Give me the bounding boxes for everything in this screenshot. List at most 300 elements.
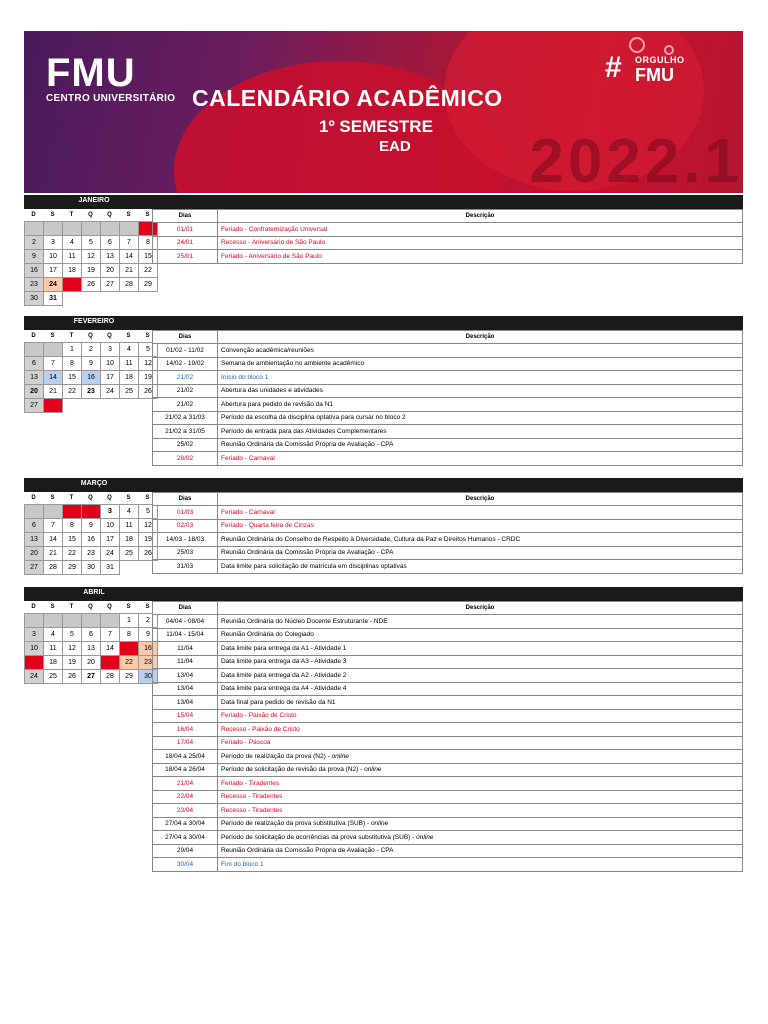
calendar-day xyxy=(119,221,139,236)
calendar-day: 28 xyxy=(100,669,120,684)
event-mode: online xyxy=(370,820,389,828)
calendar-day: 11 xyxy=(119,518,139,533)
logo-subtitle: CENTRO UNIVERSITÁRIO xyxy=(46,93,176,104)
events-table xyxy=(152,492,743,574)
weekday-label: D xyxy=(31,604,36,610)
event-date: 14/02 - 19/02 xyxy=(153,357,218,371)
weekday-label: S xyxy=(50,495,55,501)
calendar-day: 12 xyxy=(138,356,158,371)
table-row xyxy=(153,723,743,737)
calendar-day: 6 xyxy=(100,235,120,250)
event-date: 23/04 xyxy=(153,804,218,818)
calendar-day: 3 xyxy=(24,627,44,642)
calendar-day: 7 xyxy=(43,518,63,533)
month-header-bar xyxy=(24,316,743,330)
calendar-day: 25 xyxy=(43,669,63,684)
table-row xyxy=(153,804,743,818)
event-description xyxy=(218,804,743,818)
event-description-text: Início do bloco 1 xyxy=(221,373,269,381)
calendar-day: 25 xyxy=(62,277,82,292)
event-description xyxy=(218,682,743,696)
col-header-dias: Dias xyxy=(153,602,218,615)
calendar-day: 29 xyxy=(119,669,139,684)
table-row xyxy=(153,398,743,412)
weekday-label: S xyxy=(50,333,55,339)
event-mode: online xyxy=(416,833,434,841)
table-row xyxy=(153,250,743,264)
event-description xyxy=(218,817,743,831)
calendar-day: 14 xyxy=(119,249,139,264)
calendar-day: 29 xyxy=(62,560,82,575)
event-description-text: Período de solicitação de revisão da prova (N2) - xyxy=(221,766,365,774)
calendar-day xyxy=(24,613,44,628)
event-description-text: Feriado - Tiradentes xyxy=(221,779,280,787)
calendar-day: 7 xyxy=(43,356,63,371)
weekday-label: Q xyxy=(88,604,93,610)
table-row xyxy=(153,533,743,547)
calendar-day: 9 xyxy=(81,518,101,533)
table-row xyxy=(153,371,743,385)
calendar-day: 22 xyxy=(138,263,158,278)
calendar-day: 7 xyxy=(100,627,120,642)
event-description xyxy=(218,533,743,547)
calendar-day: 1 xyxy=(62,504,82,519)
event-description xyxy=(218,696,743,710)
calendar-day: 20 xyxy=(24,546,44,561)
event-description-text: Reunião Ordinária do Colegiado xyxy=(221,631,314,639)
event-date: 21/02 xyxy=(153,398,218,412)
calendar-day xyxy=(43,504,63,519)
table-row xyxy=(153,682,743,696)
event-description-text: Reunião Ordinária do Núcleo Docente Estruturante - NDE xyxy=(221,617,388,625)
calendar-day: 30 xyxy=(138,669,158,684)
calendar-day: 19 xyxy=(138,370,158,385)
weekday-label: S xyxy=(126,212,131,218)
event-description-text: Data final para pedido de revisão da N1 xyxy=(221,698,336,706)
calendar-day: 6 xyxy=(24,518,44,533)
event-date: 11/04 - 15/04 xyxy=(153,628,218,642)
calendar-day: 17 xyxy=(100,532,120,547)
calendar-day: 6 xyxy=(24,356,44,371)
calendar-day: 22 xyxy=(62,546,82,561)
table-row xyxy=(153,506,743,520)
event-date: 25/03 xyxy=(153,546,218,560)
table-row xyxy=(153,790,743,804)
calendar-day: 18 xyxy=(43,655,63,670)
calendar-day: 25 xyxy=(119,546,139,561)
calendar-day: 2 xyxy=(81,504,101,519)
event-description-text: Reunião Ordinária da Comissão Própria de Avaliação - CPA xyxy=(221,441,394,449)
table-row xyxy=(153,709,743,723)
calendar-day xyxy=(62,221,82,236)
calendar-day: 4 xyxy=(119,504,139,519)
event-mode: online xyxy=(331,752,349,760)
calendar-day: 13 xyxy=(24,370,44,385)
calendar-day: 3 xyxy=(43,235,63,250)
event-description-text: Convenção acadêmica/reuniões xyxy=(221,346,314,354)
calendar-day: 21 xyxy=(43,546,63,561)
event-date: 01/02 - 11/02 xyxy=(153,344,218,358)
table-row xyxy=(153,357,743,371)
month-calendar xyxy=(24,601,157,683)
table-row xyxy=(153,519,743,533)
calendar-day: 17 xyxy=(100,370,120,385)
event-description xyxy=(218,858,743,872)
event-description-text: Reunião Ordinária do Conselho de Respeito à Diversidade, Cultura da Paz e Direitos Humanos - CRDC xyxy=(221,535,521,543)
calendar-day xyxy=(24,221,44,236)
col-header-dias: Dias xyxy=(153,210,218,223)
year-watermark: 2022.1 xyxy=(529,127,743,193)
page-title: CALENDÁRIO ACADÊMICO xyxy=(192,85,503,111)
calendar-day xyxy=(43,613,63,628)
event-description xyxy=(218,398,743,412)
event-date: 29/04 xyxy=(153,844,218,858)
calendar-day: 23 xyxy=(24,277,44,292)
weekday-label: S xyxy=(126,495,131,501)
event-description xyxy=(218,723,743,737)
month-section xyxy=(24,478,743,573)
event-description-text: Período de realização da prova (N2) - xyxy=(221,752,332,760)
calendar-day: 5 xyxy=(62,627,82,642)
month-name: MARÇO xyxy=(80,480,108,487)
calendar-day xyxy=(43,221,63,236)
calendar-day: 28 xyxy=(119,277,139,292)
month-header-bar xyxy=(24,587,743,601)
calendar-day xyxy=(100,613,120,628)
calendar-day: 19 xyxy=(81,263,101,278)
calendar-day: 15 xyxy=(119,641,139,656)
event-date: 21/02 a 31/05 xyxy=(153,425,218,439)
month-calendar xyxy=(24,209,157,305)
calendar-day: 9 xyxy=(24,249,44,264)
calendar-day: 9 xyxy=(81,356,101,371)
event-description-text: Data limite para entrega da A3 - Atividade 3 xyxy=(221,658,347,666)
calendar-day: 27 xyxy=(100,277,120,292)
hash-icon: # xyxy=(605,51,622,84)
event-date: 11/04 xyxy=(153,642,218,656)
calendar-day: 26 xyxy=(138,546,158,561)
event-description-text: Data limite para entrega da A4 - Atividade 4 xyxy=(221,685,347,693)
weekday-label: Q xyxy=(88,495,93,501)
event-date: 30/04 xyxy=(153,858,218,872)
calendar-day: 24 xyxy=(100,384,120,399)
month-name: FEVEREIRO xyxy=(73,318,115,325)
month-calendar xyxy=(24,492,157,574)
event-description xyxy=(218,344,743,358)
calendar-day: 12 xyxy=(138,518,158,533)
event-description xyxy=(218,750,743,764)
event-date: 21/02 xyxy=(153,384,218,398)
month-section xyxy=(24,587,743,871)
calendar-day: 15 xyxy=(62,532,82,547)
event-description xyxy=(218,790,743,804)
weekday-label: Q xyxy=(107,212,112,218)
events-table xyxy=(152,601,743,872)
calendar-day: 10 xyxy=(100,518,120,533)
calendar-day: 21 xyxy=(119,263,139,278)
table-row xyxy=(153,777,743,791)
table-row xyxy=(153,736,743,750)
event-description xyxy=(218,452,743,466)
table-row xyxy=(153,344,743,358)
weekday-label: S xyxy=(126,333,131,339)
col-header-descricao: Descrição xyxy=(218,210,743,223)
table-row xyxy=(153,844,743,858)
event-description xyxy=(218,438,743,452)
table-row xyxy=(153,655,743,669)
decor-circle-icon xyxy=(629,37,645,53)
event-date: 24/01 xyxy=(153,236,218,250)
event-description-text: Semana de ambientação no ambiente acadêmico xyxy=(221,360,365,368)
weekday-label: S xyxy=(145,333,150,339)
semester-label: 1º SEMESTRE xyxy=(319,117,433,136)
table-row xyxy=(153,817,743,831)
event-description xyxy=(218,371,743,385)
weekday-label: D xyxy=(31,495,36,501)
event-date: 16/04 xyxy=(153,723,218,737)
event-description-text: Feriado - Páscoa xyxy=(221,739,271,747)
header-banner xyxy=(24,31,743,193)
event-date: 18/04 a 26/04 xyxy=(153,763,218,777)
month-section xyxy=(24,316,743,465)
table-row xyxy=(153,750,743,764)
event-description xyxy=(218,669,743,683)
calendar-day: 17 xyxy=(43,263,63,278)
table-row xyxy=(153,546,743,560)
event-description xyxy=(218,384,743,398)
calendar-day: 3 xyxy=(100,504,120,519)
event-date: 15/04 xyxy=(153,709,218,723)
table-row xyxy=(153,628,743,642)
event-description xyxy=(218,411,743,425)
event-description-text: Recesso - Paixão de Cristo xyxy=(221,725,300,733)
table-row xyxy=(153,223,743,237)
calendar-day: 8 xyxy=(62,518,82,533)
calendar-day: 26 xyxy=(81,277,101,292)
calendar-day: 1 xyxy=(62,342,82,357)
orgulho-fmu-tag xyxy=(605,53,715,93)
month-header-bar xyxy=(24,195,743,209)
event-date: 22/04 xyxy=(153,790,218,804)
event-description-text: Abertura das unidades e atividades xyxy=(221,387,323,395)
event-date: 13/04 xyxy=(153,682,218,696)
weekday-label: S xyxy=(145,495,150,501)
calendar-day: 30 xyxy=(81,560,101,575)
event-description-text: Feriado - Aniversário de São Paulo xyxy=(221,252,322,260)
calendar-day: 11 xyxy=(119,356,139,371)
calendar-day: 24 xyxy=(100,546,120,561)
calendar-day xyxy=(24,504,44,519)
event-description xyxy=(218,777,743,791)
event-date: 31/03 xyxy=(153,560,218,574)
calendar-day: 18 xyxy=(119,532,139,547)
calendar-day: 29 xyxy=(138,277,158,292)
weekday-label: Q xyxy=(88,212,93,218)
calendar-day: 8 xyxy=(119,627,139,642)
event-description xyxy=(218,615,743,629)
calendar-day: 31 xyxy=(43,291,63,306)
col-header-dias: Dias xyxy=(153,493,218,506)
calendar-day: 14 xyxy=(100,641,120,656)
event-date: 21/02 xyxy=(153,371,218,385)
tag-orgulho: ORGULHO xyxy=(635,55,685,65)
event-description-text: Recesso - Aniversário de São Paulo xyxy=(221,239,326,247)
event-description xyxy=(218,628,743,642)
event-description xyxy=(218,425,743,439)
weekday-label: S xyxy=(145,212,150,218)
calendar-day: 15 xyxy=(62,370,82,385)
calendar-day: 16 xyxy=(138,641,158,656)
calendar-day: 14 xyxy=(43,532,63,547)
event-description-text: Data limite para solicitação de matrícula em disciplinas optativas xyxy=(221,562,407,570)
calendar-day: 19 xyxy=(138,532,158,547)
calendar-day: 22 xyxy=(119,655,139,670)
calendar-day: 12 xyxy=(81,249,101,264)
col-header-descricao: Descrição xyxy=(218,493,743,506)
event-description-text: Período de entrada para das Atividades Complementares xyxy=(221,427,387,435)
calendar-day: 11 xyxy=(62,249,82,264)
calendar-day: 20 xyxy=(24,384,44,399)
weekday-label: Q xyxy=(107,495,112,501)
calendar-day: 7 xyxy=(119,235,139,250)
event-description-text: Feriado - Paixão de Cristo xyxy=(221,712,297,720)
event-date: 14/03 - 18/03 xyxy=(153,533,218,547)
calendar-day: 2 xyxy=(24,235,44,250)
calendar-day: 6 xyxy=(81,627,101,642)
table-row xyxy=(153,669,743,683)
event-date: 11/04 xyxy=(153,655,218,669)
weekday-label: S xyxy=(126,604,131,610)
table-row xyxy=(153,642,743,656)
event-description xyxy=(218,250,743,264)
calendar-day: 23 xyxy=(81,546,101,561)
event-description-text: Feriado - Carnaval xyxy=(221,454,275,462)
event-description xyxy=(218,560,743,574)
event-description xyxy=(218,223,743,237)
event-description-text: Feriado - Carnaval xyxy=(221,508,275,516)
calendar-day xyxy=(62,613,82,628)
calendar-day: 5 xyxy=(138,504,158,519)
weekday-label: S xyxy=(145,604,150,610)
table-row xyxy=(153,425,743,439)
month-name: ABRIL xyxy=(83,589,105,596)
event-description xyxy=(218,655,743,669)
calendar-day: 2 xyxy=(81,342,101,357)
event-description xyxy=(218,763,743,777)
col-header-dias: Dias xyxy=(153,331,218,344)
calendar-day: 9 xyxy=(138,627,158,642)
event-mode: online xyxy=(364,766,382,774)
calendar-day: 4 xyxy=(119,342,139,357)
calendar-day: 20 xyxy=(81,655,101,670)
event-description-text: Recesso - Tiradentes xyxy=(221,806,283,814)
calendar-day: 16 xyxy=(81,370,101,385)
calendar-day: 20 xyxy=(100,263,120,278)
col-header-descricao: Descrição xyxy=(218,331,743,344)
weekday-label: T xyxy=(69,333,74,339)
calendar-day: 18 xyxy=(119,370,139,385)
event-description xyxy=(218,736,743,750)
weekday-label: S xyxy=(50,212,55,218)
table-row xyxy=(153,438,743,452)
event-description-text: Reunião Ordinária da Comissão Própria de Avaliação - CPA xyxy=(221,847,394,855)
event-date: 27/04 a 30/04 xyxy=(153,817,218,831)
calendar-day: 5 xyxy=(138,342,158,357)
event-date: 25/01 xyxy=(153,250,218,264)
event-description-text: Período de solicitação de ocorrências da prova substitutiva (SUB) - xyxy=(221,833,417,841)
calendar-day: 12 xyxy=(62,641,82,656)
calendar-day: 16 xyxy=(81,532,101,547)
weekday-label: Q xyxy=(107,604,112,610)
mode-label: EAD xyxy=(379,138,411,155)
table-row xyxy=(153,858,743,872)
event-description xyxy=(218,709,743,723)
calendar-day: 27 xyxy=(24,398,44,413)
event-description xyxy=(218,844,743,858)
calendar-day: 2 xyxy=(138,613,158,628)
event-date: 21/04 xyxy=(153,777,218,791)
event-date: 27/04 a 30/04 xyxy=(153,831,218,845)
calendar-day: 14 xyxy=(43,370,63,385)
event-description-text: Reunião Ordinária da Comissão Própria de Avaliação - CPA xyxy=(221,549,394,557)
calendar-day: 28 xyxy=(43,398,63,413)
event-description-text: Data limite para entrega da A2 - Atividade 2 xyxy=(221,671,347,679)
calendar-day: 26 xyxy=(62,669,82,684)
event-date: 18/04 a 25/04 xyxy=(153,750,218,764)
calendar-day: 8 xyxy=(138,235,158,250)
weekday-label: D xyxy=(31,212,36,218)
calendar-day: 5 xyxy=(81,235,101,250)
table-row xyxy=(153,452,743,466)
calendar-day xyxy=(24,342,44,357)
calendar-day: 4 xyxy=(62,235,82,250)
calendar-day: 13 xyxy=(81,641,101,656)
calendar-day xyxy=(43,342,63,357)
calendar-day: 10 xyxy=(24,641,44,656)
calendar-day: 31 xyxy=(100,560,120,575)
event-description-text: Recesso - Tiradentes xyxy=(221,793,283,801)
table-row xyxy=(153,384,743,398)
weekday-label: Q xyxy=(107,333,112,339)
weekday-label: D xyxy=(31,333,36,339)
calendar-day: 15 xyxy=(138,249,158,264)
calendar-day: 26 xyxy=(138,384,158,399)
calendar-day: 24 xyxy=(24,669,44,684)
event-description-text: Feriado - Quarta feira de Cinzas xyxy=(221,522,314,530)
calendar-day: 25 xyxy=(119,384,139,399)
month-header-bar xyxy=(24,478,743,492)
table-row xyxy=(153,615,743,629)
table-row xyxy=(153,763,743,777)
calendar-day: 21 xyxy=(100,655,120,670)
table-row xyxy=(153,236,743,250)
table-row xyxy=(153,560,743,574)
calendar-day: 21 xyxy=(43,384,63,399)
event-description-text: Período de realização da prova substitutiva (SUB) - xyxy=(221,820,371,828)
calendar-day: 3 xyxy=(100,342,120,357)
event-description xyxy=(218,831,743,845)
event-description xyxy=(218,642,743,656)
event-description xyxy=(218,357,743,371)
event-date: 01/03 xyxy=(153,506,218,520)
event-description xyxy=(218,236,743,250)
col-header-descricao: Descrição xyxy=(218,602,743,615)
logo-text: FMU xyxy=(46,51,136,95)
calendar-day: 10 xyxy=(43,249,63,264)
event-description-text: Período da escolha da disciplina optativa para cursar no bloco 2 xyxy=(221,414,406,422)
calendar-day xyxy=(81,221,101,236)
table-row xyxy=(153,411,743,425)
